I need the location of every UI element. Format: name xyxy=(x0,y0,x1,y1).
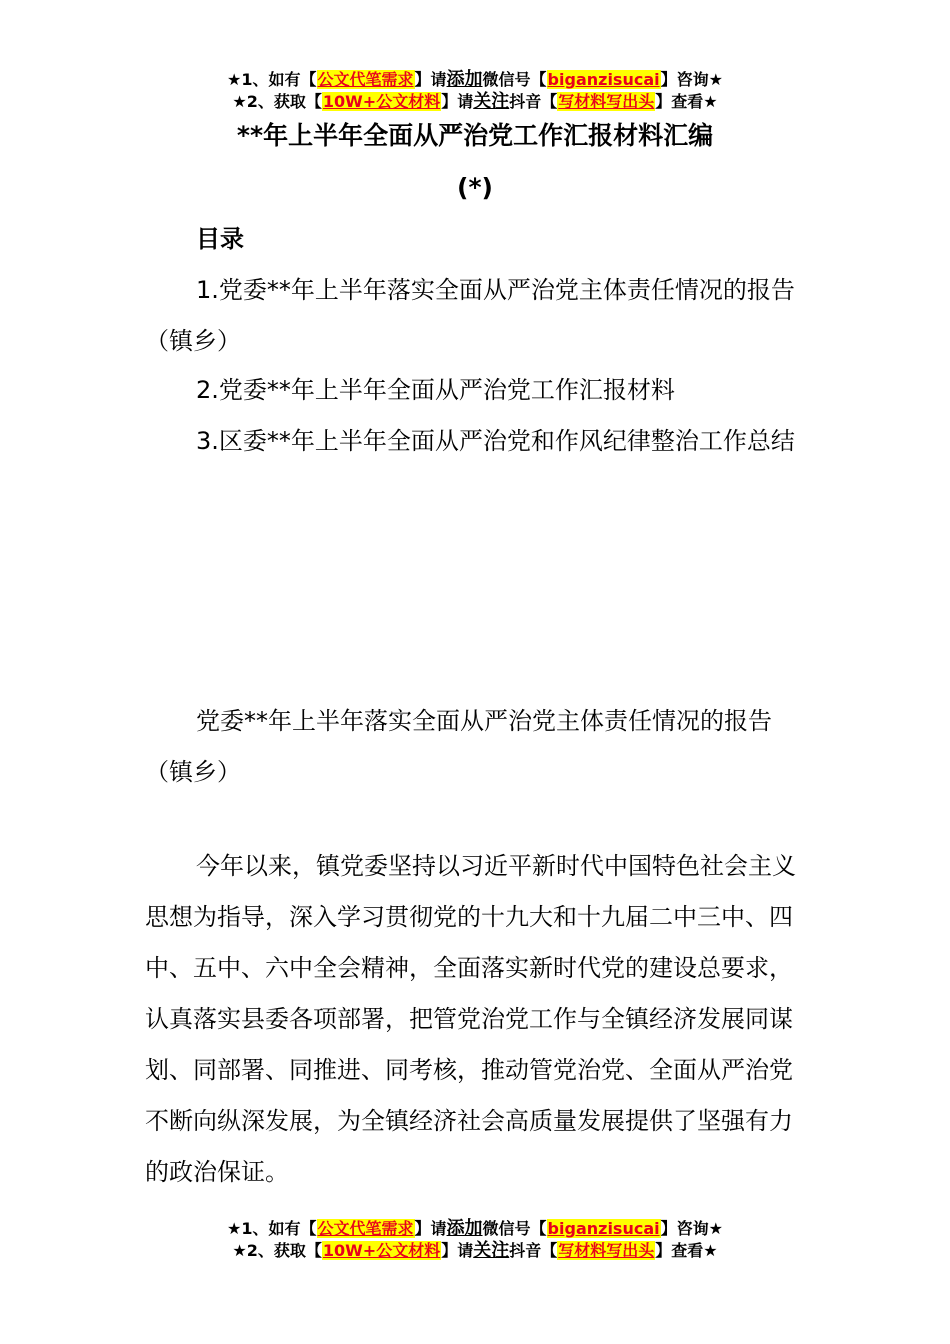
promo-header-top xyxy=(0,69,950,113)
promo-text: 】咨询★ xyxy=(660,1219,723,1238)
section-title: 党委**年上半年落实全面从严治党主体责任情况的报告（镇乡） xyxy=(145,707,772,786)
promo-emphasis: 添加 xyxy=(446,69,483,90)
promo-text: 】请 xyxy=(414,1219,447,1238)
promo-highlight: 写材料写出头 xyxy=(558,1241,655,1260)
promo-highlight: biganzisucai xyxy=(547,1219,660,1238)
promo-line-2 xyxy=(0,1240,950,1262)
promo-text: ★1、如有【 xyxy=(227,70,317,89)
promo-text: 】查看★ xyxy=(655,92,718,111)
promo-highlight: 公文代笔需求 xyxy=(317,70,414,89)
promo-text: 微信号【 xyxy=(482,1219,547,1238)
promo-footer-bottom xyxy=(0,1218,950,1262)
promo-highlight: 10W+公文材料 xyxy=(322,92,441,111)
toc-heading: 目录 xyxy=(196,225,244,253)
promo-text: 】请 xyxy=(441,1241,474,1260)
promo-text: 】请 xyxy=(441,92,474,111)
toc-item: 2.党委**年上半年全面从严治党工作汇报材料 xyxy=(196,376,675,404)
promo-highlight: biganzisucai xyxy=(547,70,660,89)
promo-text: 】请 xyxy=(414,70,447,89)
promo-emphasis: 关注 xyxy=(473,91,510,112)
promo-emphasis: 关注 xyxy=(473,1240,510,1261)
promo-text: 】查看★ xyxy=(655,1241,718,1260)
toc-item: 3.区委**年上半年全面从严治党和作风纪律整治工作总结 xyxy=(196,427,795,455)
document-title: **年上半年全面从严治党工作汇报材料汇编 xyxy=(236,121,714,150)
promo-text: 】咨询★ xyxy=(660,70,723,89)
promo-line-1 xyxy=(0,1218,950,1240)
promo-text: ★2、获取【 xyxy=(232,92,322,111)
document-subtitle: (*) xyxy=(457,173,493,202)
promo-emphasis: 添加 xyxy=(446,1218,483,1239)
promo-text: ★1、如有【 xyxy=(227,1219,317,1238)
promo-text: 抖音【 xyxy=(509,1241,558,1260)
promo-text: ★2、获取【 xyxy=(232,1241,322,1260)
body-paragraph: 今年以来，镇党委坚持以习近平新时代中国特色社会主义思想为指导，深入学习贯彻党的十九大和十九届二中三中、四中、五中、六中全会精神，全面落实新时代党的建设总要求，认真落实县委各项部署，把管党治党工作与全镇经济发展同谋划、同部署、同推进、同考核，推动管党治党、全面从严治党不断向纵深发展，为全镇经济社会高质量发展提供了坚强有力的政治保证。 xyxy=(145,852,796,1186)
toc-item: 1.党委**年上半年落实全面从严治党主体责任情况的报告（镇乡） xyxy=(145,276,795,355)
promo-highlight: 10W+公文材料 xyxy=(322,1241,441,1260)
promo-highlight: 写材料写出头 xyxy=(558,92,655,111)
promo-line-2 xyxy=(0,91,950,113)
promo-text: 微信号【 xyxy=(482,70,547,89)
promo-text: 抖音【 xyxy=(509,92,558,111)
promo-line-1 xyxy=(0,69,950,91)
promo-highlight: 公文代笔需求 xyxy=(317,1219,414,1238)
